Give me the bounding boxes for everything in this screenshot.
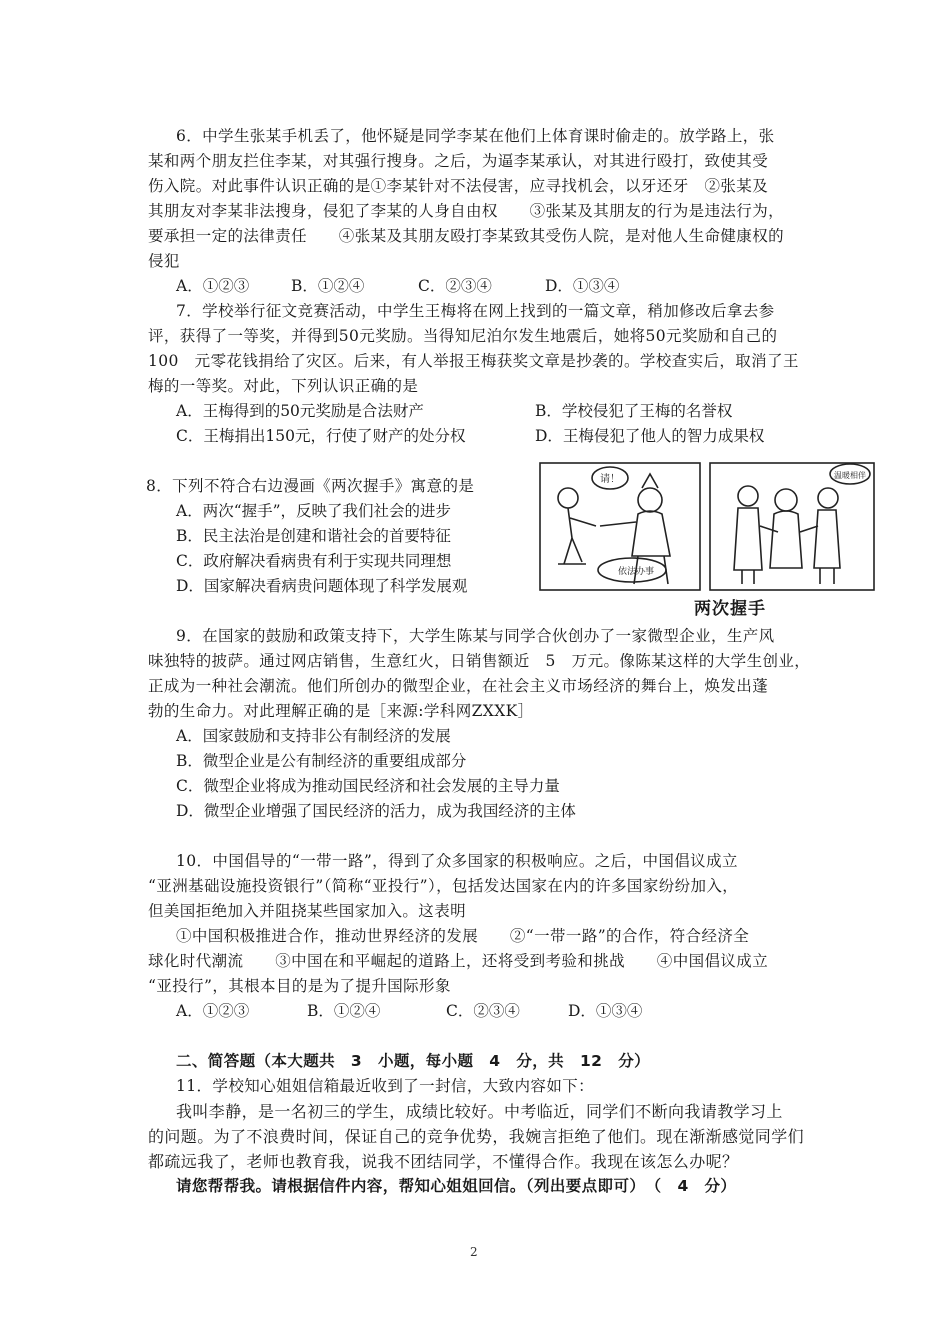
q10-option-a: A．①②③	[176, 1002, 250, 1020]
q8-option-a: A．两次“握手”，反映了我们社会的进步	[176, 502, 452, 520]
q7-line-3: 100 元零花钱捐给了灾区。后来，有人举报王梅获奖文章是抄袭的。学校查实后，取消了王	[148, 352, 799, 370]
q7-line-1: 7．学校举行征文竞赛活动，中学生王梅将在网上找到的一篇文章，稍加修改后拿去参	[176, 302, 775, 320]
q6-line-3: 伤入院。对此事件认识正确的是①李某针对不法侵害，应寻找机会，以牙还牙 ②张某及	[148, 177, 769, 195]
q9-option-a: A．国家鼓励和支持非公有制经济的发展	[176, 727, 451, 745]
q8-option-d: D．国家解决看病贵问题体现了科学发展观	[176, 577, 468, 595]
q7-option-c: C．王梅捐出150元，行使了财产的处分权	[176, 427, 466, 445]
q8-option-b: B．民主法治是创建和谐社会的首要特征	[176, 527, 451, 545]
q7-option-d: D．王梅侵犯了他人的智力成果权	[535, 427, 765, 445]
q10-line-2: “亚洲基础设施投资银行”（简称“亚投行”），包括发达国家在内的许多国家纷纷加入，	[148, 877, 739, 895]
q9-line-2: 味独特的披萨。通过网店销售，生意红火，日销售额近 5 万元。像陈某这样的大学生创业，	[148, 652, 811, 670]
q11-request: 请您帮帮我。请根据信件内容，帮知心姐姐回信。（列出要点即可） （ 4 分）	[176, 1177, 737, 1195]
cartoon-panel-2	[710, 463, 874, 590]
q10-line-6: “亚投行”，其根本目的是为了提升国际形象	[148, 977, 451, 995]
q7-option-b: B．学校侵犯了王梅的名誉权	[535, 402, 733, 420]
q10-line-1: 10．中国倡导的“一带一路”，得到了众多国家的积极响应。之后，中国倡议成立	[176, 852, 738, 870]
q10-line-3: 但美国拒绝加入并阻挠某些国家加入。这表明	[148, 902, 467, 920]
q9-option-d: D．微型企业增强了国民经济的活力，成为我国经济的主体	[176, 802, 576, 820]
q6-option-c: C．②③④	[418, 277, 492, 295]
q10-option-d: D．①③④	[568, 1002, 643, 1020]
q7-option-a: A．王梅得到的50元奖励是合法财产	[176, 402, 424, 420]
q8-option-c: C．政府解决看病贵有利于实现共同理想	[176, 552, 452, 570]
letter-line-1: 我叫李静，是一名初三的学生，成绩比较好。中考临近，同学们不断向我请教学习上	[176, 1102, 783, 1121]
q9-option-c: C．微型企业将成为推动国民经济和社会发展的主导力量	[176, 777, 560, 795]
cartoon-bubble-1: 请！	[600, 474, 620, 485]
q6-option-a: A．①②③	[176, 277, 250, 295]
q10-line-5: 球化时代潮流 ③中国在和平崛起的道路上，还将受到考验和挑战 ④中国倡议成立	[148, 952, 769, 970]
q7-line-4: 梅的一等奖。对此，下列认识正确的是	[148, 377, 419, 395]
q6-line-5: 要承担一定的法律责任 ④张某及其朋友殴打李某致其受伤人院，是对他人生命健康权的	[148, 227, 785, 245]
q6-line-4: 其朋友对李某非法搜身，侵犯了李某的人身自由权 ③张某及其朋友的行为是违法行为，	[148, 202, 785, 220]
q6-line-2: 某和两个朋友拦住李某，对其强行搜身。之后，为逼李某承认，对其进行殴打，致使其受	[148, 152, 769, 170]
q9-option-b: B．微型企业是公有制经济的重要组成部分	[176, 752, 467, 770]
q10-option-b: B．①②④	[307, 1002, 381, 1020]
q10-line-4: ①中国积极推进合作，推动世界经济的发展 ②“一带一路”的合作，符合经济全	[176, 927, 750, 945]
q6-line-1: 6．中学生张某手机丢了，他怀疑是同学李某在他们上体育课时偷走的。放学路上，张	[176, 127, 775, 145]
q9-line-3: 正成为一种社会潮流。他们所创办的微型企业，在社会主义市场经济的舞台上，焕发出蓬	[148, 677, 769, 695]
cartoon-bubble-2: 温暖相伴	[834, 471, 866, 480]
page-number: 2	[470, 1245, 478, 1259]
cartoon-label-1: 依法办事	[617, 567, 655, 577]
section2-heading: 二、简答题（本大题共 3 小题，每小题 4 分，共 12 分）	[176, 1052, 651, 1070]
q6-option-d: D．①③④	[545, 277, 620, 295]
q8-stem: 8．下列不符合右边漫画《两次握手》寓意的是	[146, 477, 475, 495]
q9-line-4: 勃的生命力。对此理解正确的是［来源:学科网ZXXK］	[148, 702, 534, 720]
q11-stem: 11．学校知心姐姐信箱最近收到了一封信，大致内容如下：	[176, 1077, 595, 1095]
q9-line-1: 9．在国家的鼓励和政策支持下，大学生陈某与同学合伙创办了一家微型企业，生产风	[176, 627, 775, 645]
q10-option-c: C．②③④	[446, 1002, 520, 1020]
letter-line-2: 的问题。为了不浪费时间，保证自己的竞争优势，我婉言拒绝了他们。现在渐渐感觉同学们	[148, 1127, 805, 1146]
cartoon-caption: 两次握手	[694, 599, 766, 619]
q7-line-2: 评，获得了一等奖，并得到50元奖励。当得知尼泊尔发生地震后，她将50元奖励和自己的	[148, 327, 778, 345]
q6-line-6: 侵犯	[148, 252, 180, 270]
q6-option-b: B．①②④	[291, 277, 365, 295]
letter-line-3: 都疏远我了，老师也教育我，说我不团结同学，不懂得合作。我现在该怎么办呢？	[148, 1152, 739, 1171]
